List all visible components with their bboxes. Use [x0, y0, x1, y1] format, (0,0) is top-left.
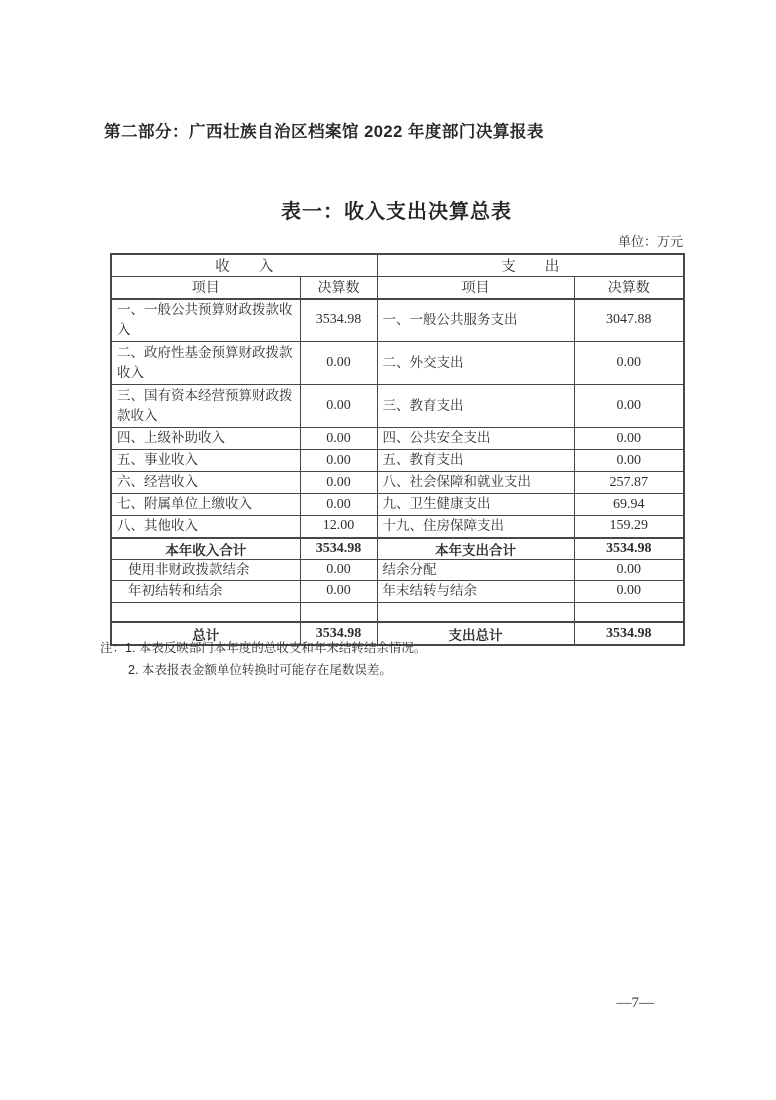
income-value-cell: 12.00 — [300, 516, 377, 538]
table-row — [111, 581, 684, 602]
income-item-cell: 七、附属单位上缴收入 — [111, 494, 300, 516]
expense-value-cell: 0.00 — [574, 450, 684, 472]
income-item-cell: 八、其他收入 — [111, 516, 300, 538]
expense-item-header: 项目 — [377, 277, 574, 299]
income-value-cell: 0.00 — [300, 472, 377, 494]
unit-label: 单位：万元 — [617, 234, 683, 249]
expense-value-cell: 0.00 — [574, 342, 684, 385]
expense-subtotal-label: 本年支出合计 — [377, 538, 574, 560]
expense-item-cell: 十九、住房保障支出 — [377, 516, 574, 538]
expense-value-cell: 159.29 — [574, 516, 684, 538]
income-item-cell: 使用非财政拨款结余 — [111, 560, 300, 581]
income-item-cell: 五、事业收入 — [111, 450, 300, 472]
income-value-cell — [300, 602, 377, 622]
page-number: —7— — [616, 995, 654, 1011]
note-line-2: 2. 本表报表金额单位转换时可能存在尾数误差。 — [128, 663, 392, 677]
income-item-cell: 一、一般公共预算财政拨款收入 — [111, 299, 300, 342]
income-amount-header: 决算数 — [300, 277, 377, 299]
expense-item-cell: 年末结转与结余 — [377, 581, 574, 602]
income-subtotal-value: 3534.98 — [300, 538, 377, 560]
expense-amount-header: 决算数 — [574, 277, 684, 299]
column-header-row — [111, 277, 684, 299]
section-title: 第二部分：广西壮族自治区档案馆 2022 年度部门决算报表 — [104, 123, 544, 141]
income-value-cell: 0.00 — [300, 494, 377, 516]
income-group-header: 收 入 — [111, 254, 377, 277]
income-item-cell: 六、经营收入 — [111, 472, 300, 494]
expense-item-cell: 结余分配 — [377, 560, 574, 581]
expense-total-label: 支出总计 — [377, 622, 574, 645]
table-row — [111, 428, 684, 450]
expense-item-cell: 三、教育支出 — [377, 385, 574, 428]
expense-value-cell: 69.94 — [574, 494, 684, 516]
expense-value-cell: 3047.88 — [574, 299, 684, 342]
income-item-cell: 三、国有资本经营预算财政拨款收入 — [111, 385, 300, 428]
income-item-cell: 二、政府性基金预算财政拨款收入 — [111, 342, 300, 385]
expense-item-cell: 二、外交支出 — [377, 342, 574, 385]
income-value-cell: 3534.98 — [300, 299, 377, 342]
income-value-cell: 0.00 — [300, 450, 377, 472]
expense-value-cell: 0.00 — [574, 385, 684, 428]
income-item-cell: 四、上级补助收入 — [111, 428, 300, 450]
note-prefix: 注： — [100, 641, 126, 655]
empty-row — [111, 602, 684, 622]
subtotal-row — [111, 538, 684, 560]
income-subtotal-label: 本年收入合计 — [111, 538, 300, 560]
expense-item-cell: 八、社会保障和就业支出 — [377, 472, 574, 494]
income-value-cell: 0.00 — [300, 428, 377, 450]
table-notes — [100, 637, 426, 681]
expense-item-cell: 五、教育支出 — [377, 450, 574, 472]
expense-value-cell — [574, 602, 684, 622]
income-value-cell: 0.00 — [300, 385, 377, 428]
table-row — [111, 450, 684, 472]
expense-value-cell: 0.00 — [574, 428, 684, 450]
income-item-cell: 年初结转和结余 — [111, 581, 300, 602]
table-row — [111, 385, 684, 428]
group-header-row — [111, 254, 684, 277]
budget-summary-table — [110, 253, 685, 646]
table-row — [111, 560, 684, 581]
income-item-cell — [111, 602, 300, 622]
expense-subtotal-value: 3534.98 — [574, 538, 684, 560]
expense-group-header: 支 出 — [377, 254, 684, 277]
income-total-label: 总计 — [111, 622, 300, 645]
table-row — [111, 516, 684, 538]
expense-item-cell: 一、一般公共服务支出 — [377, 299, 574, 342]
income-value-cell: 0.00 — [300, 581, 377, 602]
note-line-1 — [100, 637, 426, 659]
expense-item-cell — [377, 602, 574, 622]
table-row — [111, 299, 684, 342]
expense-item-cell: 九、卫生健康支出 — [377, 494, 574, 516]
income-value-cell: 0.00 — [300, 560, 377, 581]
table-row — [111, 494, 684, 516]
income-item-header: 项目 — [111, 277, 300, 299]
expense-total-value: 3534.98 — [574, 622, 684, 645]
expense-value-cell: 257.87 — [574, 472, 684, 494]
expense-item-cell: 四、公共安全支出 — [377, 428, 574, 450]
table-row — [111, 342, 684, 385]
income-value-cell: 0.00 — [300, 342, 377, 385]
expense-value-cell: 0.00 — [574, 581, 684, 602]
table-row — [111, 472, 684, 494]
income-total-value: 3534.98 — [300, 622, 377, 645]
expense-value-cell: 0.00 — [574, 560, 684, 581]
table-title: 表一：收入支出决算总表 — [281, 201, 512, 223]
note-1-text: 1. 本表反映部门本年度的总收支和年末结转结余情况。 — [125, 641, 427, 655]
